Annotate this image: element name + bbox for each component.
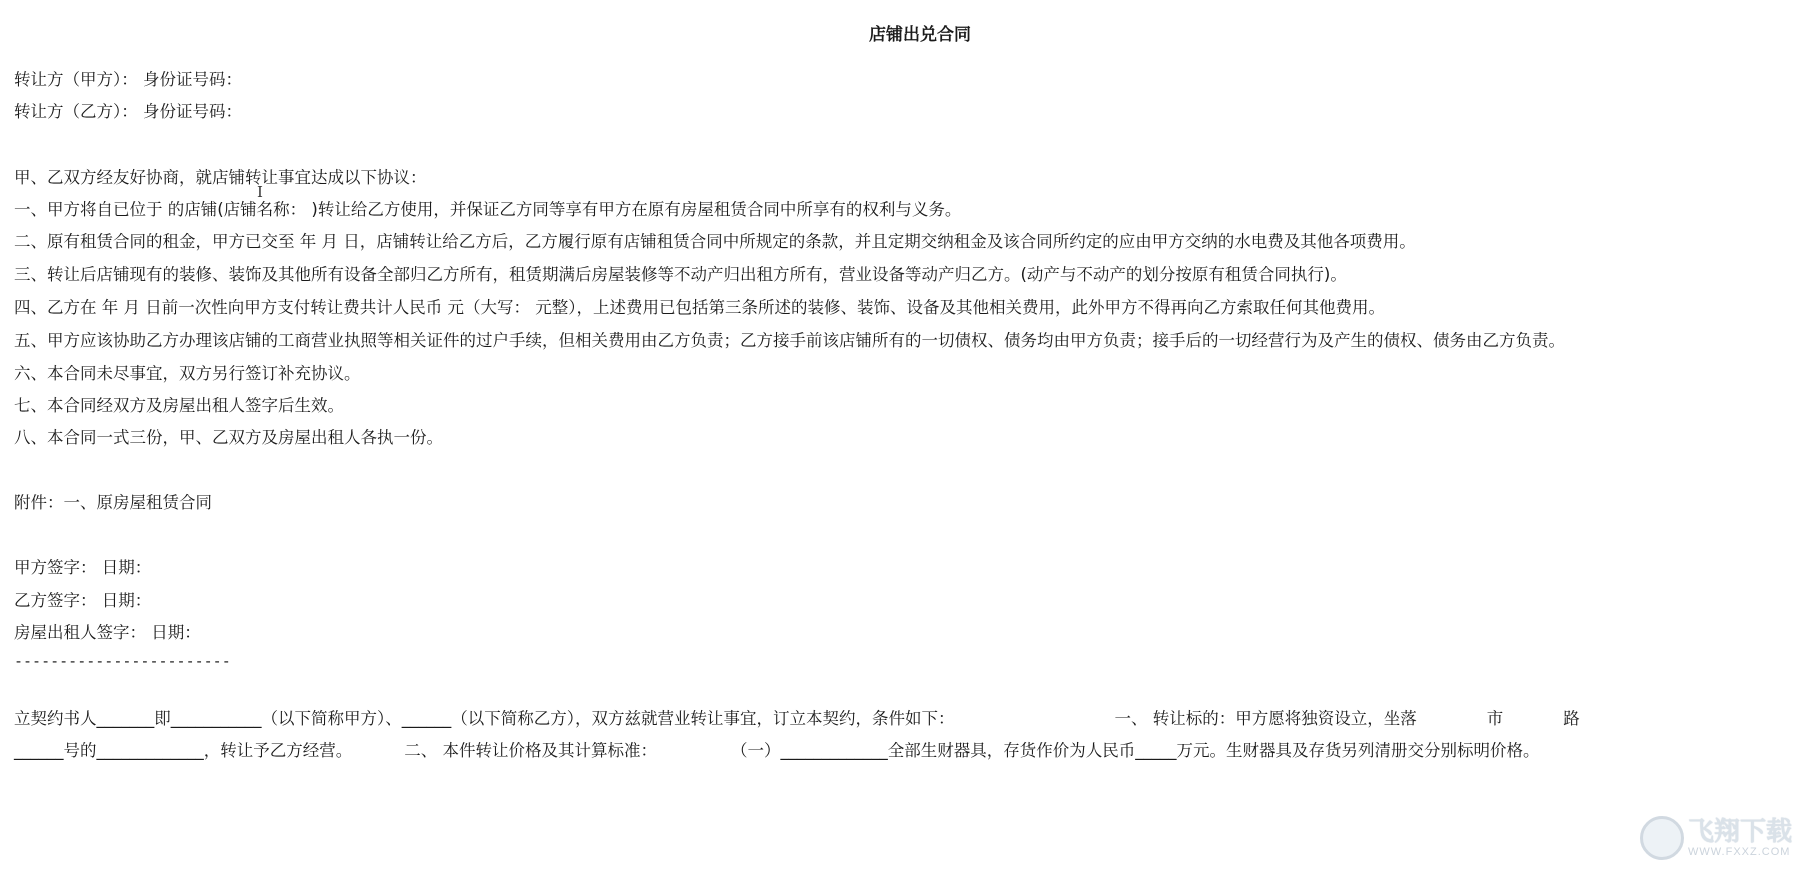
clause-3: 三、转让后店铺现有的装修、装饰及其他所有设备全部归乙方所有，租赁期满后房屋装修等不动产归出租方所有，营业设备等动产归乙方。(动产与不动产的划分按原有租赁合同执行)。 [14, 265, 1347, 284]
party-b-line: 转让方（乙方）： 身份证号码： [14, 102, 242, 121]
clause-6: 六、本合同未尽事宜，双方另行签订补充协议。 [14, 364, 361, 383]
second-contract-road: 路 [1563, 709, 1580, 728]
clause-7: 七、本合同经双方及房屋出租人签字后生效。 [14, 396, 344, 415]
attachment-line: 附件：一、原房屋租赁合同 [14, 493, 212, 512]
intro-line: 甲、乙双方经友好协商，就店铺转让事宜达成以下协议： [14, 168, 427, 187]
clause-1: 一、甲方将自已位于 的店铺(店铺名称： )转让给乙方使用，并保证乙方同等享有甲方在原有房屋租赁合同中所享有的权利与义务。 [14, 200, 962, 219]
document-title: 店铺出兑合同 [869, 25, 971, 45]
separator-line: ------------------------ [14, 652, 231, 670]
watermark-domain: WWW.FXXZ.COM [1688, 846, 1791, 858]
party-a-line: 转让方（甲方）： 身份证号码： [14, 70, 242, 89]
signature-party-a: 甲方签字： 日期： [14, 558, 152, 577]
signature-landlord: 房屋出租人签字： 日期： [14, 623, 201, 642]
watermark-circle-icon [1640, 816, 1684, 860]
second-contract-line2-text: ______号的_____________，转让予乙方经营。 [14, 741, 353, 760]
clause-8: 八、本合同一式三份，甲、乙双方及房屋出租人各执一份。 [14, 428, 443, 447]
second-contract-price-clause: 二、 本件转让价格及其计算标准： [404, 741, 657, 760]
watermark-text [1688, 818, 1792, 858]
watermark-brand: 飞翔下载 [1688, 816, 1793, 846]
second-contract-city: 市 [1486, 709, 1504, 728]
second-contract-line2 [14, 740, 1540, 762]
second-contract-line1-text: 立契约书人_______即___________（以下简称甲方）、______（以下简称乙方），双方兹就营业转让事宜，订立本契约，条件如下： [14, 709, 955, 728]
second-contract-line1 [14, 708, 1580, 730]
second-contract-price-item: （一）_____________全部生财器具，存货作价为人民币_____万元。生财器具及存货另列清册交分别标明价格。 [731, 741, 1540, 760]
second-contract-subject-clause: 一、 转让标的：甲方愿将独资设立，坐落 [1114, 709, 1417, 728]
watermark-logo [1640, 808, 1798, 868]
text-cursor-icon: I [257, 183, 263, 201]
clause-5: 五、甲方应该协助乙方办理该店铺的工商营业执照等相关证件的过户手续，但相关费用由乙方负责；乙方接手前该店铺所有的一切债权、债务均由甲方负责；接手后的一切经营行为及产生的债权、债务由乙方负责。 [14, 331, 1565, 350]
clause-2: 二、原有租赁合同的租金，甲方已交至 年 月 日，店铺转让给乙方后，乙方履行原有店铺租赁合同中所规定的条款，并且定期交纳租金及该合同所约定的应由甲方交纳的水电费及其他各项费用。 [14, 232, 1416, 251]
clause-4: 四、乙方在 年 月 日前一次性向甲方支付转让费共计人民币 元（大写： 元整），上述费用已包括第三条所述的装修、装饰、设备及其他相关费用，此外甲方不得再向乙方索取任何其他费用。 [14, 298, 1385, 317]
signature-party-b: 乙方签字： 日期： [14, 591, 152, 610]
